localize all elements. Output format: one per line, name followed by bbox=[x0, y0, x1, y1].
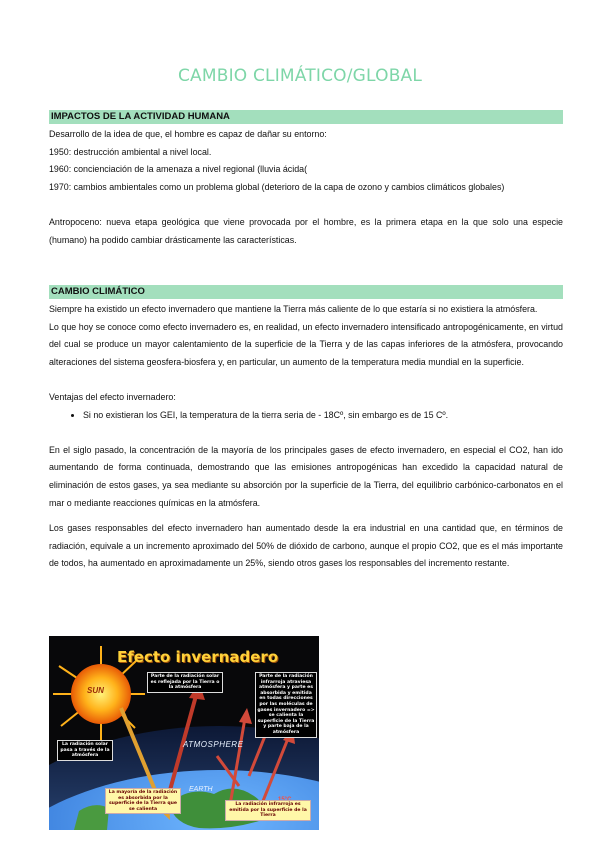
infrared-radiation-box: Parte de la radiación infrarroja atraviesa atmósfera y parte es absorbida y emitida en todas direcciones por las moléculas de gases invernadero => se calienta la superficie de la Tierra y parte baja de la atmósfera bbox=[255, 672, 317, 738]
line-1950: 1950: destrucción ambiental a nivel local. bbox=[49, 146, 212, 157]
paragraph-2: Lo que hoy se conoce como efecto invernadero es, en realidad, un efecto invernadero intensificado antropogénicamente, en virtud del cual se produce un mayor calentamiento de la superficie de la Tierra y de las capas inferiores de la atmósfera, provocando alteraciones del sistema geosfera-biosfera y, en particular, un aumento de la temperatura media mundial en la superficie. bbox=[49, 321, 563, 367]
intro-line: Desarrollo de la idea de que, el hombre es capaz de dañar su entorno: bbox=[49, 129, 327, 139]
line-1970: 1970: cambios ambientales como un problema global (deterioro de la capa de ozono y cambios climáticos globales) bbox=[49, 181, 505, 192]
absorbed-radiation-box: La mayoría de la radiación es absorbida por la superficie de la Tierra que se calienta bbox=[105, 788, 181, 814]
list-item: • Si no existieran los GEI, la temperatura de la tierra seria de - 18Cº, sin embargo es de 15 Cº. bbox=[83, 407, 563, 425]
ventajas-label: Ventajas del efecto invernadero: bbox=[49, 391, 176, 402]
sun-label: SUN bbox=[87, 686, 104, 695]
antropoceno-paragraph: Antropoceno: nueva etapa geológica que viene provocada por el hombre, es la primera etapa en la que solo una especie (humano) ha podido cambiar drásticamente las características. bbox=[49, 216, 563, 245]
ventajas-list bbox=[49, 407, 563, 425]
emitted-infrared-box: La radiación infrarroja es emitida por la superficie de la Tierra bbox=[225, 800, 311, 821]
section-heading: CAMBIO CLIMÁTICO bbox=[49, 285, 563, 299]
reflected-radiation-box: Parte de la radiación solar es reflejada por la Tierra o la atmósfera bbox=[147, 672, 223, 693]
section-impactos bbox=[49, 110, 563, 249]
greenhouse-effect-image bbox=[49, 636, 319, 830]
figure-title: Efecto invernadero bbox=[117, 648, 279, 666]
earth-label: EARTH bbox=[189, 786, 213, 793]
paragraph-3: En el siglo pasado, la concentración de la mayoría de los principales gases de efecto invernadero, en especial el CO2, han ido aumentando de forma continuada, demostrando que las emisiones antropogénicas han excedido la capacidad natural de eliminación de estos gases, ya sea mediante su absorción por la superficie de la Tierra, del equilibrio carbónico-carbonatos en el mar o mediante reacciones químicas en la atmósfera. bbox=[49, 444, 563, 508]
paragraph-1: Siempre ha existido un efecto invernadero que mantiene la Tierra más caliente de lo que estaría si no existiera la atmósfera. bbox=[49, 304, 538, 314]
section-cambio-climatico bbox=[49, 285, 563, 573]
line-1960: 1960: concienciación de la amenaza a nivel regional (lluvia ácida( bbox=[49, 164, 308, 175]
atmosphere-label: ATMOSPHERE bbox=[183, 740, 244, 749]
page-title: CAMBIO CLIMÁTICO/GLOBAL bbox=[177, 66, 423, 86]
solar-radiation-box: La radiación solar pasa a través de la atmósfera bbox=[57, 740, 113, 761]
paragraph-4: Los gases responsables del efecto invernadero han aumentado desde la era industrial en una cantidad que, en términos de radiación, equivale a un incremento aproximado del 50% de dióxido de carbono, aunque el propio CO2, que es el más importante de todos, ha aumentado en aproximadamente un 25%, siendo otros gases los responsables del incremento restante. bbox=[49, 523, 563, 569]
section-heading: IMPACTOS DE LA ACTIVIDAD HUMANA bbox=[49, 110, 563, 124]
